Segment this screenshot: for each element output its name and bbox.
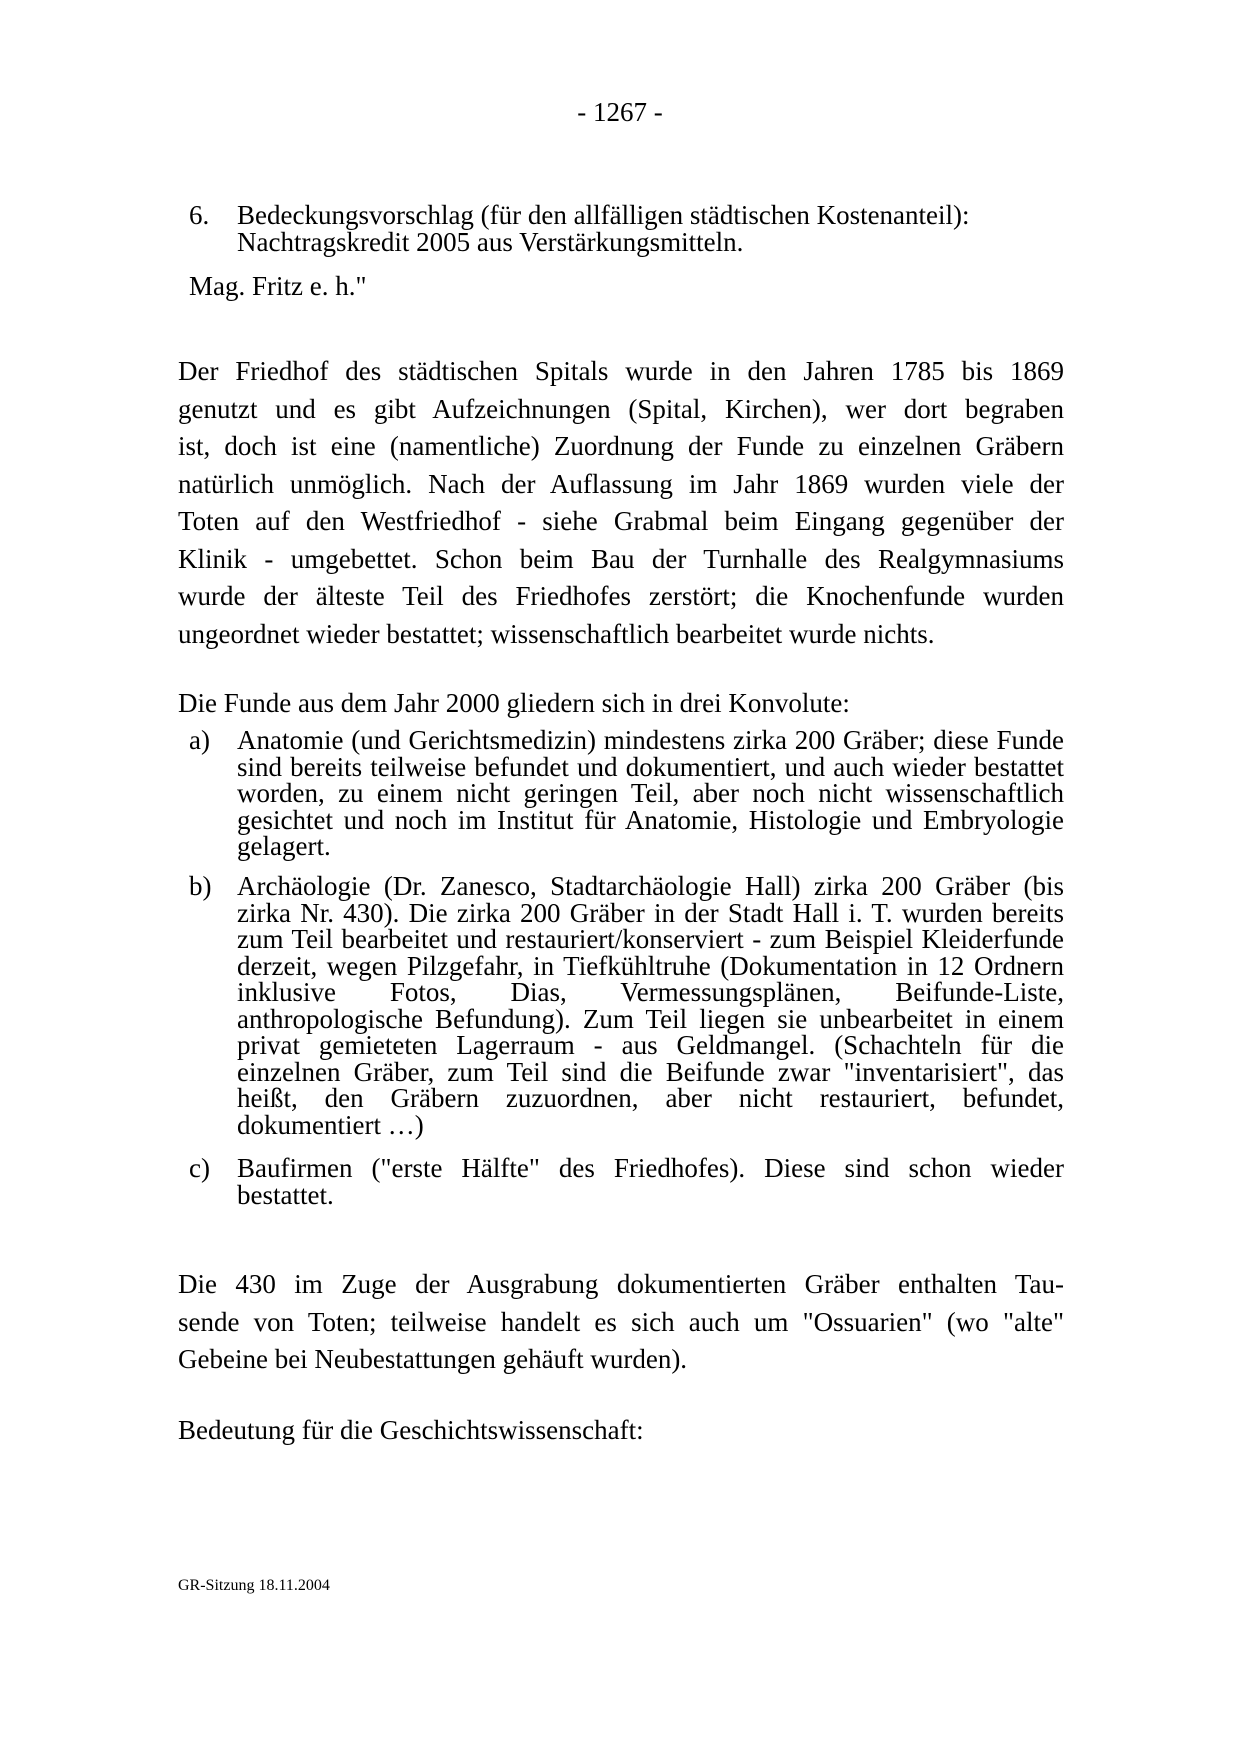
numbered-item-6 xyxy=(189,202,1069,256)
list-intro: Die Funde aus dem Jahr 2000 gliedern sich in drei Konvolute: xyxy=(178,688,850,718)
page-number: - 1267 - xyxy=(577,97,663,127)
list-marker: b) xyxy=(189,871,212,901)
paragraph-line: Die 430 im Zuge der Ausgrabung dokumentierten Gräber enthalten Tau- xyxy=(178,1269,1064,1299)
paragraph-friedhof xyxy=(178,353,1064,653)
paragraph-line: wurde der älteste Teil des Friedhofes zerstört; die Knochenfunde wurden xyxy=(178,581,1064,611)
page-footer: GR-Sitzung 18.11.2004 xyxy=(178,1577,330,1594)
paragraph-line: Gebeine bei Neubestattungen gehäuft wurden). xyxy=(178,1344,688,1374)
paragraph-line: Der Friedhof des städtischen Spitals wurde in den Jahren 1785 bis 1869 xyxy=(178,356,1064,386)
list-item-b xyxy=(189,873,1064,1138)
paragraph-line: natürlich unmöglich. Nach der Auflassung im Jahr 1869 wurden viele der xyxy=(178,468,1064,499)
paragraph-line: sende von Toten; teilweise handelt es sich auch um "Ossuarien" (wo "alte" xyxy=(178,1306,1064,1337)
list-item-text: Archäologie (Dr. Zanesco, Stadtarchäologie Hall) zirka 200 Gräber (bis zirka Nr. 430). Die zirka 200 Gräber in der Stadt Hall i. T. wurden bereits zum Teil bearbeitet und restauriert/konserviert - zum Beispiel Kleiderfunde derzeit, wegen Pilzgefahr, in Tiefkühltruhe (Dokumentation in 12 Ordnern inklusive Fotos, Dias, Vermessungsplänen, Beifunde-Liste, anthropologische Befundung). Zum Teil liegen sie unbearbeitet in einem privat gemieteten Lagerraum - aus Geldmangel. (Schachteln für die einzelnen Gräber, zum Teil sind die Beifunde zwar "inventarisiert", das heißt, den Gräbern zuzuordnen, aber nicht restauriert, befundet, dokumentiert …) xyxy=(237,871,1064,1140)
item-number: 6. xyxy=(189,200,210,230)
list-item-c xyxy=(189,1155,1064,1208)
list-item-text: Baufirmen ("erste Hälfte" des Friedhofes). Diese sind schon wieder bestattet. xyxy=(237,1153,1064,1210)
section-heading: Bedeutung für die Geschichtswissenschaft: xyxy=(178,1415,644,1445)
list-marker: a) xyxy=(189,725,210,755)
item-text: Bedeckungsvorschlag (für den allfälligen städtischen Kostenanteil): Nachtragskredit 2005 aus Verstärkungsmitteln. xyxy=(237,200,970,257)
paragraph-line: genutzt und es gibt Aufzeichnungen (Spital, Kirchen), wer dort begraben xyxy=(178,393,1064,424)
list-marker: c) xyxy=(189,1153,210,1183)
paragraph-line: Toten auf den Westfriedhof - siehe Grabmal beim Eingang gegenüber der xyxy=(178,506,1064,536)
paragraph-line: ungeordnet wieder bestattet; wissenschaftlich bearbeitet wurde nichts. xyxy=(178,618,935,649)
signature-line: Mag. Fritz e. h." xyxy=(189,271,367,301)
list-item-a xyxy=(189,727,1064,860)
paragraph-line: Klinik - umgebettet. Schon beim Bau der Turnhalle des Realgymnasiums xyxy=(178,543,1064,574)
paragraph-line: ist, doch ist eine (namentliche) Zuordnung der Funde zu einzelnen Gräbern xyxy=(178,431,1064,461)
list-item-text: Anatomie (und Gerichtsmedizin) mindestens zirka 200 Gräber; diese Funde sind bereits teilweise befundet und dokumentiert, und auch wieder bestattet worden, zu einem nicht geringen Teil, aber noch nicht wissenschaftlich gesichtet und noch im Institut für Anatomie, Histologie und Embryologie gelagert. xyxy=(237,725,1064,861)
paragraph-graeber xyxy=(178,1266,1064,1379)
